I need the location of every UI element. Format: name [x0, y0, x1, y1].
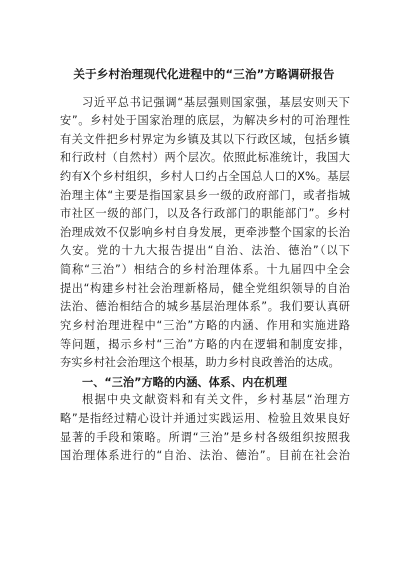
text-line: 治理成效不仅影响乡村自身发展，更牵涉整个国家的长治 — [60, 226, 350, 239]
text-line: 久安。党的十九大报告提出“自治、法治、德治”（以下 — [60, 244, 350, 257]
text-line: 提出“构建乡村社会治理新格局，健全党组织领导的自治 — [60, 282, 350, 295]
text-line: 市社区一级的部门，以及各行政部门的职能部门”。乡村 — [60, 207, 350, 220]
section-heading: 一、“三治”方略的内涵、体系、内在机理 — [82, 376, 287, 389]
text-line: 等问题，揭示乡村“三治”方略的内在逻辑和制度安排， — [60, 338, 350, 351]
text-line: 习近平总书记强调“基层强则国家强，基层安则天下 — [82, 96, 350, 109]
text-line: 安”。乡村处于国家治理的底层，为解决乡村的可治理性 — [60, 114, 350, 127]
text-line: 国治理体系进行的“自治、法治、德治”。目前在社会治 — [60, 449, 350, 462]
text-line: 究乡村治理进程中“三治”方略的内涵、作用和实施进路 — [60, 319, 350, 332]
text-line: 显著的手段和策略。所谓“三治”是乡村各级组织按照我 — [60, 431, 350, 444]
text-line: 治理主体“主要是指国家县乡一级的政府部门，或者指城 — [60, 189, 350, 202]
text-line: 夯实乡村社会治理这个根基，助力乡村良政善治的达成。 — [60, 356, 340, 369]
text-line: 有关文件把乡村界定为乡镇及其以下行政区域，包括乡镇 — [60, 133, 350, 146]
text-line: 略”是指经过精心设计并通过实践运用、检验且效果良好 — [60, 412, 350, 425]
text-line: 约有X个乡村组织，乡村人口约占全国总人口的X%。基层 — [60, 170, 350, 183]
text-line: 简称“三治”）相结合的乡村治理体系。十九届四中全会 — [60, 263, 350, 276]
text-line: 根据中央文献资料和有关文件，乡村基层“治理方 — [82, 393, 350, 406]
text-line: 和行政村（自然村）两个层次。依照此标准统计，我国大 — [60, 151, 350, 164]
document-title: 关于乡村治理现代化进程中的“三治”方略调研报告 — [73, 67, 335, 81]
text-line: 法治、德治相结合的城乡基层治理体系”。我们要认真研 — [60, 300, 350, 313]
